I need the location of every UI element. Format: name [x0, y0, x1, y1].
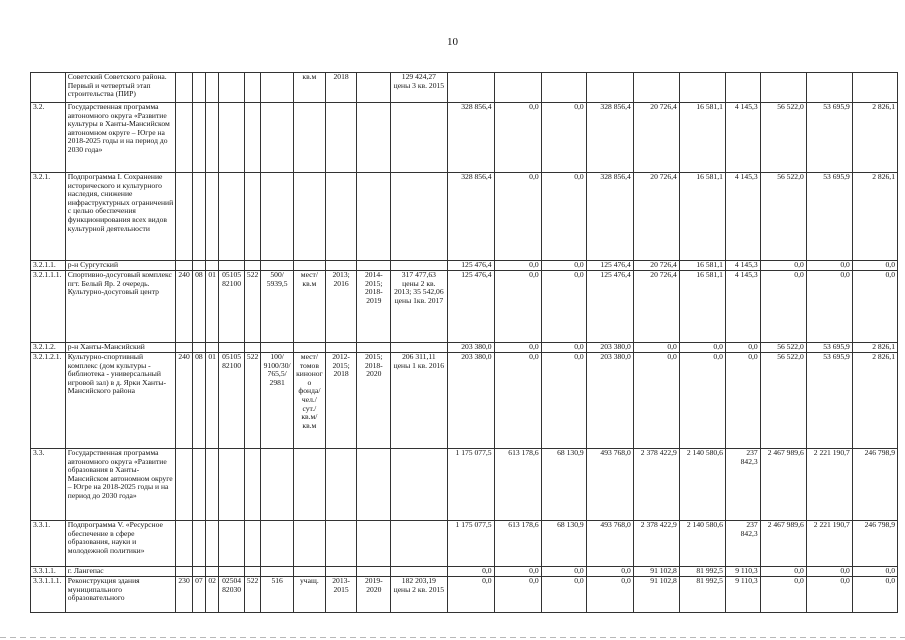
- col-grbs: [176, 449, 192, 521]
- val-2019-local: 203 380,0: [586, 343, 633, 353]
- row-code: 3.3.1.: [31, 521, 66, 567]
- val-2021-total: 56 522,0: [760, 173, 806, 261]
- col-unit: [294, 343, 326, 353]
- val-2020-okrug: 0,0: [679, 343, 725, 353]
- col-unit: [294, 449, 326, 521]
- val-2020-local: 4 145,3: [725, 271, 760, 343]
- table-body: [31, 73, 898, 613]
- val-2020-local: [725, 73, 760, 103]
- col-expense-type: [244, 343, 260, 353]
- row-name: р-н Сургутский: [65, 261, 176, 271]
- col-unit: [294, 261, 326, 271]
- col-grbs: [176, 103, 192, 173]
- col-unit: [294, 103, 326, 173]
- val-2021-okrug: 0,0: [806, 261, 852, 271]
- col-grbs: [176, 343, 192, 353]
- table-row: [31, 343, 898, 353]
- val-2020-local: 4 145,3: [725, 261, 760, 271]
- col-target-article: 02504 82030: [219, 577, 245, 613]
- col-subsection: [206, 73, 219, 103]
- val-2021-local: 2 826,1: [852, 173, 897, 261]
- col-section: 07: [192, 577, 205, 613]
- col-unit: учащ.: [294, 577, 326, 613]
- val-2019-okrug: 0,0: [541, 173, 586, 261]
- val-2020-local: 9 110,3: [725, 567, 760, 577]
- val-2020-total: 20 726,4: [633, 173, 679, 261]
- val-2019-federal: 613 178,6: [494, 521, 541, 567]
- col-section: [192, 449, 205, 521]
- col-subsection: [206, 261, 219, 271]
- col-section: [192, 567, 205, 577]
- col-subsection: [206, 567, 219, 577]
- val-2021-total: 2 467 989,6: [760, 449, 806, 521]
- col-expense-type: [244, 173, 260, 261]
- table-row: [31, 261, 898, 271]
- col-subsection: [206, 521, 219, 567]
- val-2020-total: 20 726,4: [633, 103, 679, 173]
- val-2019-local: 493 768,0: [586, 449, 633, 521]
- table-row: [31, 271, 898, 343]
- col-grbs: 230: [176, 577, 192, 613]
- col-target-article: 05105 82100: [219, 271, 245, 343]
- row-code: 3.2.1.2.1.: [31, 353, 66, 449]
- val-2019-total: 328 856,4: [447, 173, 494, 261]
- val-2019-okrug: 0,0: [541, 103, 586, 173]
- val-2020-local: 9 110,3: [725, 577, 760, 613]
- row-name: Спортивно-досуговый комплекс пгт. Белый Яр. 2 очередь. Культурно-досуговый центр: [65, 271, 176, 343]
- val-2019-local: [586, 73, 633, 103]
- col-subsection: 01: [206, 271, 219, 343]
- col-estimated-cost: [391, 103, 447, 173]
- val-2019-local: 203 380,0: [586, 353, 633, 449]
- col-capacity: [261, 173, 294, 261]
- val-2019-federal: 0,0: [494, 577, 541, 613]
- row-code: 3.2.1.1.1.: [31, 271, 66, 343]
- val-2021-total: [760, 73, 806, 103]
- row-name: р-н Ханты-Мансийский: [65, 343, 176, 353]
- val-2021-total: 2 467 989,6: [760, 521, 806, 567]
- val-2019-federal: 0,0: [494, 567, 541, 577]
- col-estimated-cost: 129 424,27 цены 3 кв. 2015: [391, 73, 447, 103]
- row-code: [31, 73, 66, 103]
- val-2019-total: 0,0: [447, 577, 494, 613]
- val-2020-okrug: 2 140 580,6: [679, 449, 725, 521]
- col-unit: [294, 567, 326, 577]
- val-2019-total: 125 476,4: [447, 271, 494, 343]
- col-expense-type: [244, 567, 260, 577]
- val-2021-local: 246 798,9: [852, 521, 897, 567]
- col-capacity: [261, 449, 294, 521]
- row-code: 3.3.1.1.1.: [31, 577, 66, 613]
- col-estimated-cost: [391, 521, 447, 567]
- val-2020-total: 91 102,8: [633, 577, 679, 613]
- val-2020-okrug: 81 992,5: [679, 567, 725, 577]
- table-row: [31, 353, 898, 449]
- val-2021-local: 0,0: [852, 577, 897, 613]
- col-unit: мест/ томов киноног о фонда/ чел./ сут./ кв.м/ кв.м: [294, 353, 326, 449]
- val-2020-okrug: 16 581,1: [679, 103, 725, 173]
- col-build-years: [357, 103, 391, 173]
- col-build-years: [357, 73, 391, 103]
- row-name: Государственная программа автономного округа «Развитие образования в Ханты-Мансийском автономном округе – Югре на 2018-2025 годы и на период до 2030 года»: [65, 449, 176, 521]
- row-code: 3.2.1.1.: [31, 261, 66, 271]
- col-section: 08: [192, 271, 205, 343]
- row-name: Государственная программа автономного округа «Развитие культуры в Ханты-Мансийском автономном округе – Югре на 2018-2025 годы и на период до 2030 года»: [65, 103, 176, 173]
- col-design-years: [325, 567, 357, 577]
- val-2020-total: 20 726,4: [633, 261, 679, 271]
- val-2019-okrug: 0,0: [541, 567, 586, 577]
- col-design-years: [325, 449, 357, 521]
- col-expense-type: 522: [244, 353, 260, 449]
- col-expense-type: [244, 73, 260, 103]
- row-name: Советский Советского района. Первый и четвертый этап строительства (ПИР): [65, 73, 176, 103]
- col-capacity: [261, 343, 294, 353]
- val-2020-total: 0,0: [633, 353, 679, 449]
- col-grbs: [176, 173, 192, 261]
- val-2021-okrug: 53 695,9: [806, 343, 852, 353]
- col-unit: [294, 173, 326, 261]
- val-2020-total: 20 726,4: [633, 271, 679, 343]
- row-name: Реконструкция здания муниципального образовательного: [65, 577, 176, 613]
- col-capacity: [261, 261, 294, 271]
- col-grbs: 240: [176, 353, 192, 449]
- col-subsection: [206, 103, 219, 173]
- program-table: [30, 72, 898, 613]
- col-estimated-cost: 206 311,11 цены 1 кв. 2016: [391, 353, 447, 449]
- val-2021-local: 0,0: [852, 271, 897, 343]
- col-grbs: 240: [176, 271, 192, 343]
- val-2021-local: [852, 73, 897, 103]
- col-build-years: 2015; 2018- 2020: [357, 353, 391, 449]
- val-2021-okrug: 2 221 190,7: [806, 449, 852, 521]
- col-section: [192, 521, 205, 567]
- val-2020-okrug: 0,0: [679, 353, 725, 449]
- col-design-years: 2018: [325, 73, 357, 103]
- val-2020-total: 2 378 422,9: [633, 521, 679, 567]
- val-2021-local: 2 826,1: [852, 353, 897, 449]
- row-code: 3.2.1.2.: [31, 343, 66, 353]
- col-estimated-cost: [391, 449, 447, 521]
- val-2021-okrug: [806, 73, 852, 103]
- val-2021-total: 56 522,0: [760, 343, 806, 353]
- val-2019-federal: 0,0: [494, 261, 541, 271]
- val-2021-total: 56 522,0: [760, 353, 806, 449]
- row-name: Культурно-спортивный комплекс (дом культуры - библиотека - универсальный игровой зал) в д. Ярки Ханты-Мансийского района: [65, 353, 176, 449]
- val-2019-total: 1 175 077,5: [447, 521, 494, 567]
- col-design-years: [325, 173, 357, 261]
- col-expense-type: [244, 449, 260, 521]
- val-2020-total: 2 378 422,9: [633, 449, 679, 521]
- val-2020-local: 4 145,3: [725, 173, 760, 261]
- val-2019-local: 125 476,4: [586, 261, 633, 271]
- val-2019-okrug: 0,0: [541, 261, 586, 271]
- table-row: [31, 521, 898, 567]
- val-2019-federal: 0,0: [494, 343, 541, 353]
- val-2019-federal: 0,0: [494, 173, 541, 261]
- col-build-years: [357, 173, 391, 261]
- col-capacity: 516: [261, 577, 294, 613]
- val-2019-total: 203 380,0: [447, 343, 494, 353]
- col-capacity: [261, 73, 294, 103]
- col-subsection: [206, 343, 219, 353]
- val-2019-local: 0,0: [586, 567, 633, 577]
- scan-edge-artifact: [0, 637, 905, 638]
- col-grbs: [176, 567, 192, 577]
- col-subsection: [206, 173, 219, 261]
- col-build-years: 2019- 2020: [357, 577, 391, 613]
- val-2019-federal: 0,0: [494, 271, 541, 343]
- col-expense-type: [244, 521, 260, 567]
- row-name: Подпрограмма V. «Ресурсное обеспечение в сфере образования, науки и молодежной политики»: [65, 521, 176, 567]
- col-design-years: 2012- 2015; 2018: [325, 353, 357, 449]
- val-2019-total: 203 380,0: [447, 353, 494, 449]
- col-design-years: 2013; 2016: [325, 271, 357, 343]
- val-2019-total: 0,0: [447, 567, 494, 577]
- col-target-article: [219, 521, 245, 567]
- val-2019-total: [447, 73, 494, 103]
- row-code: 3.3.: [31, 449, 66, 521]
- val-2021-local: 2 826,1: [852, 343, 897, 353]
- val-2021-total: 56 522,0: [760, 103, 806, 173]
- table-row: [31, 449, 898, 521]
- col-unit: кв.м: [294, 73, 326, 103]
- val-2020-okrug: [679, 73, 725, 103]
- val-2020-total: [633, 73, 679, 103]
- col-section: [192, 343, 205, 353]
- col-subsection: 01: [206, 353, 219, 449]
- col-design-years: [325, 103, 357, 173]
- val-2020-okrug: 16 581,1: [679, 271, 725, 343]
- col-grbs: [176, 261, 192, 271]
- col-subsection: 02: [206, 577, 219, 613]
- val-2021-local: 0,0: [852, 261, 897, 271]
- col-design-years: [325, 343, 357, 353]
- val-2020-okrug: 16 581,1: [679, 261, 725, 271]
- val-2021-total: 0,0: [760, 261, 806, 271]
- val-2021-okrug: 2 221 190,7: [806, 521, 852, 567]
- val-2020-total: 91 102,8: [633, 567, 679, 577]
- col-build-years: [357, 521, 391, 567]
- col-target-article: 05105 82100: [219, 353, 245, 449]
- col-section: [192, 173, 205, 261]
- val-2021-okrug: 53 695,9: [806, 353, 852, 449]
- val-2020-local: 0,0: [725, 343, 760, 353]
- col-build-years: [357, 567, 391, 577]
- col-target-article: [219, 567, 245, 577]
- col-estimated-cost: [391, 261, 447, 271]
- row-name: Подпрограмма I. Сохранение исторического и культурного наследия, снижение инфраструктурных ограничений с целью обеспечения функционирования всех видов культурной деятельности: [65, 173, 176, 261]
- col-design-years: 2013- 2015: [325, 577, 357, 613]
- col-estimated-cost: [391, 343, 447, 353]
- val-2021-total: 0,0: [760, 567, 806, 577]
- table-row: [31, 577, 898, 613]
- val-2019-total: 328 856,4: [447, 103, 494, 173]
- val-2019-okrug: 0,0: [541, 353, 586, 449]
- col-design-years: [325, 521, 357, 567]
- val-2019-okrug: 0,0: [541, 577, 586, 613]
- val-2020-okrug: 2 140 580,6: [679, 521, 725, 567]
- col-section: 08: [192, 353, 205, 449]
- col-unit: мест/ кв.м: [294, 271, 326, 343]
- col-expense-type: [244, 261, 260, 271]
- page-number: 10: [447, 36, 458, 48]
- val-2019-federal: [494, 73, 541, 103]
- val-2021-total: 0,0: [760, 271, 806, 343]
- row-code: 3.3.1.1.: [31, 567, 66, 577]
- col-expense-type: [244, 103, 260, 173]
- table-row: [31, 567, 898, 577]
- col-target-article: [219, 343, 245, 353]
- val-2020-total: 0,0: [633, 343, 679, 353]
- col-section: [192, 73, 205, 103]
- val-2019-local: 0,0: [586, 577, 633, 613]
- col-design-years: [325, 261, 357, 271]
- col-grbs: [176, 521, 192, 567]
- row-name: г. Лангепас: [65, 567, 176, 577]
- val-2019-okrug: 0,0: [541, 343, 586, 353]
- val-2020-okrug: 81 992,5: [679, 577, 725, 613]
- val-2021-local: 246 798,9: [852, 449, 897, 521]
- table-row: [31, 173, 898, 261]
- col-capacity: [261, 567, 294, 577]
- col-build-years: [357, 449, 391, 521]
- col-target-article: [219, 449, 245, 521]
- val-2021-okrug: 0,0: [806, 567, 852, 577]
- val-2019-federal: 613 178,6: [494, 449, 541, 521]
- val-2019-federal: 0,0: [494, 353, 541, 449]
- val-2021-total: 0,0: [760, 577, 806, 613]
- table-row: [31, 103, 898, 173]
- val-2019-total: 125 476,4: [447, 261, 494, 271]
- col-expense-type: 522: [244, 577, 260, 613]
- col-capacity: [261, 103, 294, 173]
- row-code: 3.2.: [31, 103, 66, 173]
- val-2020-okrug: 16 581,1: [679, 173, 725, 261]
- val-2021-local: 2 826,1: [852, 103, 897, 173]
- val-2019-okrug: [541, 73, 586, 103]
- val-2019-okrug: 68 130,9: [541, 521, 586, 567]
- val-2021-okrug: 53 695,9: [806, 173, 852, 261]
- val-2021-okrug: 0,0: [806, 577, 852, 613]
- col-section: [192, 103, 205, 173]
- col-subsection: [206, 449, 219, 521]
- col-capacity: 500/ 5939,5: [261, 271, 294, 343]
- val-2021-okrug: 0,0: [806, 271, 852, 343]
- val-2019-okrug: 0,0: [541, 271, 586, 343]
- val-2021-okrug: 53 695,9: [806, 103, 852, 173]
- val-2020-local: 237 842,3: [725, 521, 760, 567]
- col-section: [192, 261, 205, 271]
- col-target-article: [219, 103, 245, 173]
- col-capacity: [261, 521, 294, 567]
- table-row: [31, 73, 898, 103]
- col-estimated-cost: 317 477,63 цены 2 кв. 2013; 35 542,06 цены 1кв. 2017: [391, 271, 447, 343]
- val-2019-okrug: 68 130,9: [541, 449, 586, 521]
- col-target-article: [219, 173, 245, 261]
- col-expense-type: 522: [244, 271, 260, 343]
- col-target-article: [219, 261, 245, 271]
- val-2020-local: 237 842,3: [725, 449, 760, 521]
- val-2021-local: 0,0: [852, 567, 897, 577]
- val-2019-local: 125 476,4: [586, 271, 633, 343]
- col-unit: [294, 521, 326, 567]
- col-build-years: [357, 343, 391, 353]
- val-2019-local: 328 856,4: [586, 173, 633, 261]
- val-2019-federal: 0,0: [494, 103, 541, 173]
- col-capacity: 100/ 9100/30/ 765,5/ 2981: [261, 353, 294, 449]
- col-build-years: 2014- 2015; 2018- 2019: [357, 271, 391, 343]
- val-2019-total: 1 175 077,5: [447, 449, 494, 521]
- val-2019-local: 328 856,4: [586, 103, 633, 173]
- col-estimated-cost: [391, 567, 447, 577]
- col-target-article: [219, 73, 245, 103]
- val-2020-local: 0,0: [725, 353, 760, 449]
- row-code: 3.2.1.: [31, 173, 66, 261]
- val-2019-local: 493 768,0: [586, 521, 633, 567]
- col-grbs: [176, 73, 192, 103]
- col-estimated-cost: 182 203,19 цены 2 кв. 2015: [391, 577, 447, 613]
- col-build-years: [357, 261, 391, 271]
- val-2020-local: 4 145,3: [725, 103, 760, 173]
- col-estimated-cost: [391, 173, 447, 261]
